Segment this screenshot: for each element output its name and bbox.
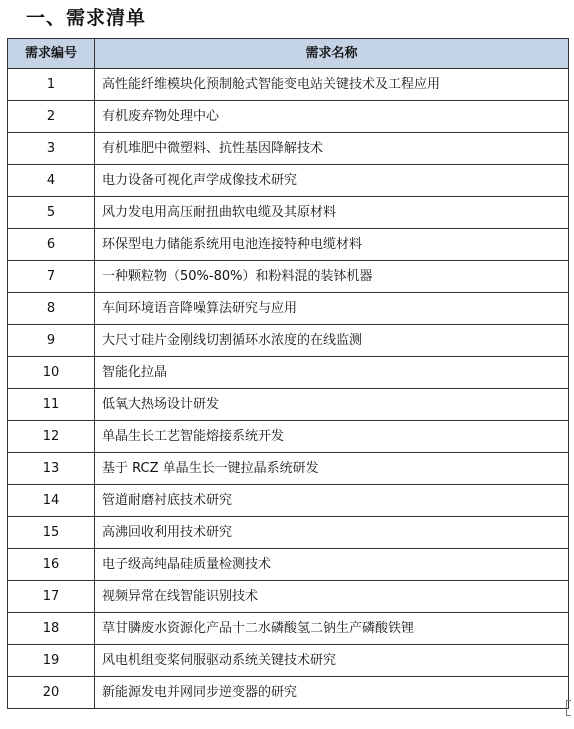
requirement-name: 车间环境语音降噪算法研究与应用	[95, 293, 569, 325]
table-row	[8, 197, 569, 229]
table-row	[8, 69, 569, 101]
page-edge-bracket	[566, 700, 571, 716]
requirement-name: 风力发电用高压耐扭曲软电缆及其原材料	[95, 197, 569, 229]
column-header-number: 需求编号	[8, 39, 95, 69]
requirement-name: 风电机组变桨伺服驱动系统关键技术研究	[95, 645, 569, 677]
requirement-number: 9	[8, 325, 95, 357]
requirement-number: 2	[8, 101, 95, 133]
table-row	[8, 261, 569, 293]
table-row	[8, 485, 569, 517]
requirement-number: 17	[8, 581, 95, 613]
requirement-name: 有机堆肥中微塑料、抗性基因降解技术	[95, 133, 569, 165]
requirement-number: 7	[8, 261, 95, 293]
table-row	[8, 357, 569, 389]
table-row	[8, 133, 569, 165]
requirement-name: 管道耐磨衬底技术研究	[95, 485, 569, 517]
requirement-name: 有机废弃物处理中心	[95, 101, 569, 133]
requirement-number: 15	[8, 517, 95, 549]
requirement-name: 单晶生长工艺智能熔接系统开发	[95, 421, 569, 453]
requirement-name: 一种颗粒物（50%-80%）和粉料混的装钵机器	[95, 261, 569, 293]
requirement-number: 18	[8, 613, 95, 645]
requirement-number: 16	[8, 549, 95, 581]
table-row	[8, 549, 569, 581]
requirement-name: 高沸回收利用技术研究	[95, 517, 569, 549]
requirement-name: 基于 RCZ 单晶生长一键拉晶系统研发	[95, 453, 569, 485]
table-row	[8, 613, 569, 645]
section-heading: 一、需求清单	[26, 7, 147, 29]
requirement-number: 10	[8, 357, 95, 389]
table-row	[8, 229, 569, 261]
requirement-number: 20	[8, 677, 95, 709]
requirement-name: 大尺寸硅片金刚线切割循环水浓度的在线监测	[95, 325, 569, 357]
requirement-number: 11	[8, 389, 95, 421]
table-header-row	[8, 39, 569, 69]
table-row	[8, 453, 569, 485]
requirement-number: 14	[8, 485, 95, 517]
requirement-name: 草甘膦废水资源化产品十二水磷酸氢二钠生产磷酸铁锂	[95, 613, 569, 645]
requirement-name: 智能化拉晶	[95, 357, 569, 389]
requirement-number: 1	[8, 69, 95, 101]
table-body	[8, 69, 569, 709]
table-row	[8, 677, 569, 709]
table-row	[8, 581, 569, 613]
requirement-name: 电子级高纯晶硅质量检测技术	[95, 549, 569, 581]
requirement-number: 5	[8, 197, 95, 229]
requirements-table	[7, 38, 569, 709]
table-row	[8, 645, 569, 677]
requirement-name: 视频异常在线智能识别技术	[95, 581, 569, 613]
table-row	[8, 101, 569, 133]
column-header-name: 需求名称	[95, 39, 569, 69]
requirement-number: 6	[8, 229, 95, 261]
requirement-number: 3	[8, 133, 95, 165]
table-row	[8, 517, 569, 549]
requirement-name: 环保型电力储能系统用电池连接特种电缆材料	[95, 229, 569, 261]
requirement-name: 新能源发电并网同步逆变器的研究	[95, 677, 569, 709]
requirement-name: 高性能纤维模块化预制舱式智能变电站关键技术及工程应用	[95, 69, 569, 101]
requirement-number: 4	[8, 165, 95, 197]
requirement-name: 电力设备可视化声学成像技术研究	[95, 165, 569, 197]
table-row	[8, 165, 569, 197]
requirement-name: 低氧大热场设计研发	[95, 389, 569, 421]
table-row	[8, 325, 569, 357]
table-row	[8, 293, 569, 325]
table-row	[8, 389, 569, 421]
requirement-number: 19	[8, 645, 95, 677]
requirement-number: 12	[8, 421, 95, 453]
table-row	[8, 421, 569, 453]
requirement-number: 13	[8, 453, 95, 485]
requirement-number: 8	[8, 293, 95, 325]
